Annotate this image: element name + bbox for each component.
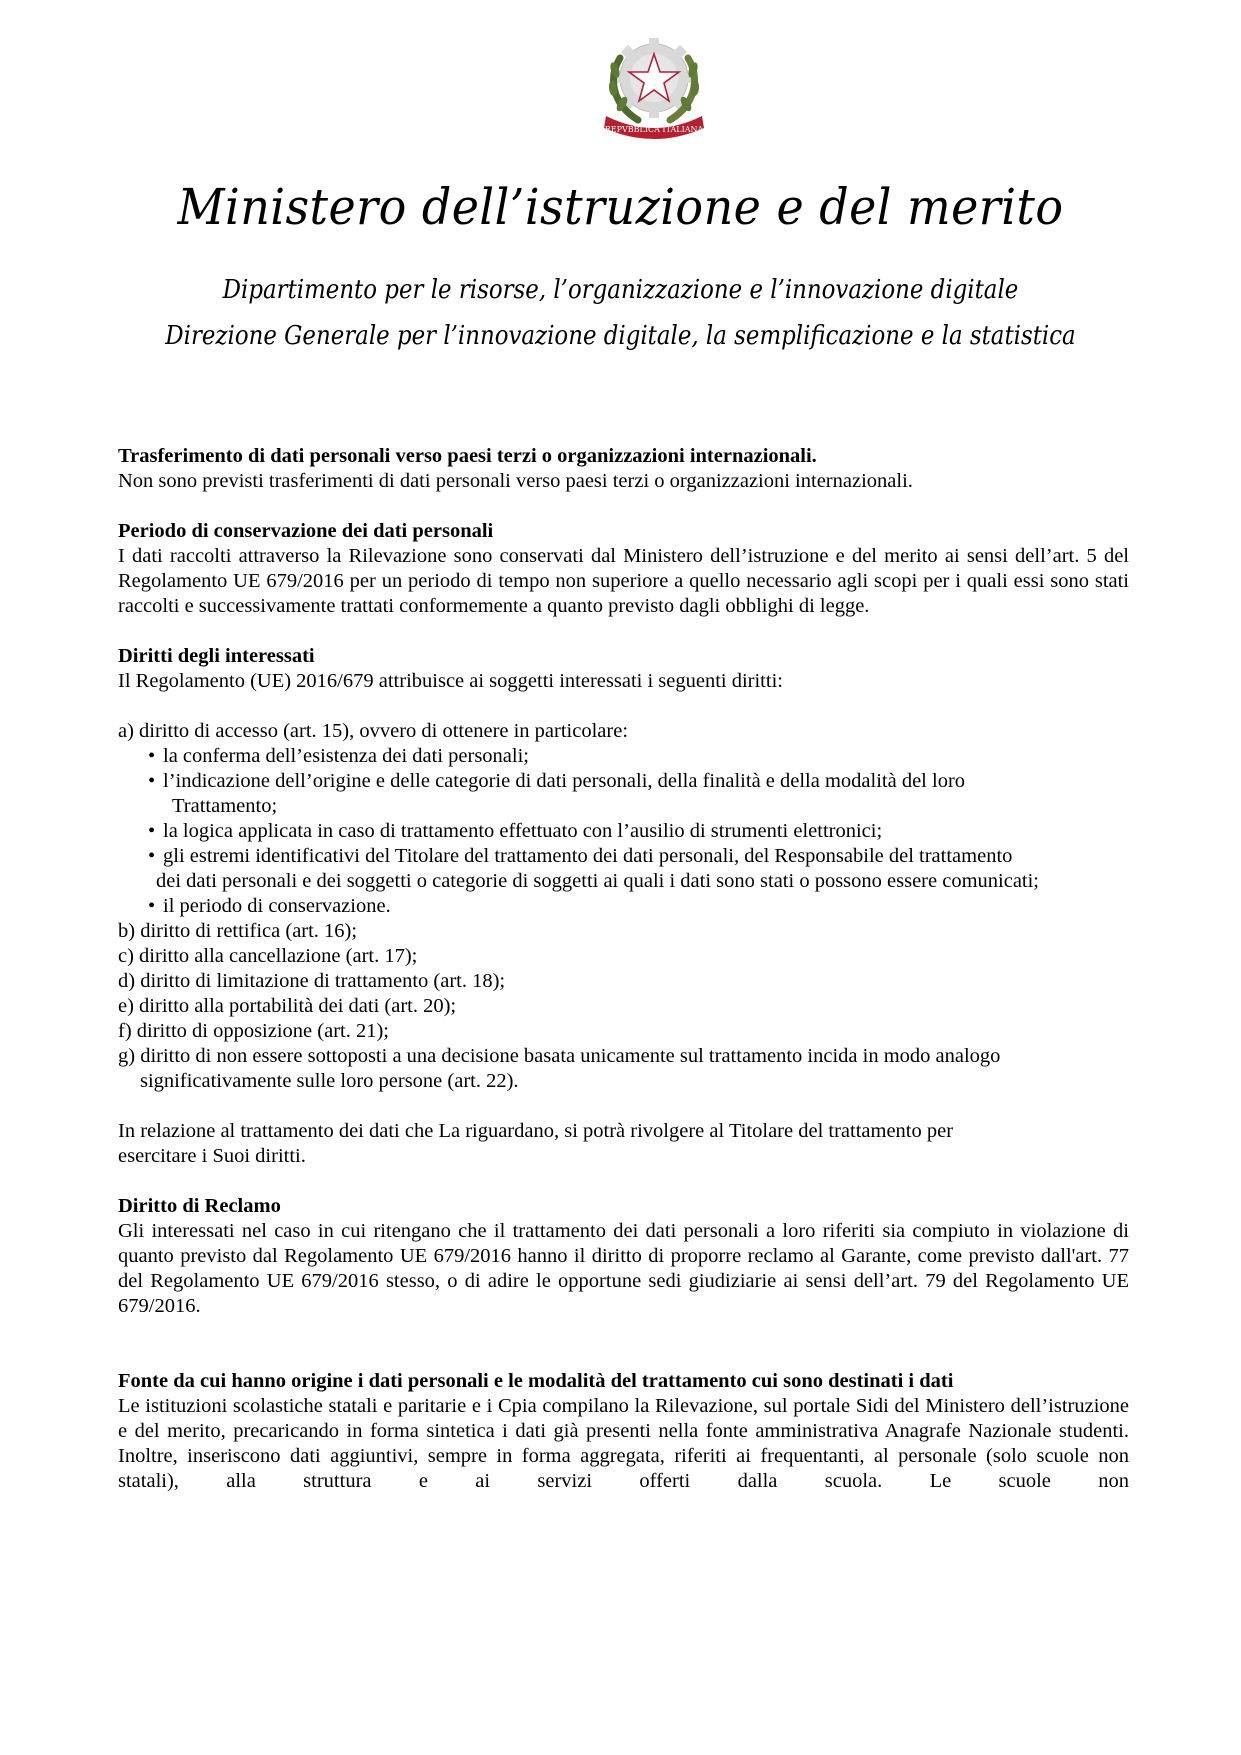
ministry-title: Ministero dell’istruzione e del merito — [177, 178, 1064, 236]
text-line: Gli interessati nel caso in cui ritengano che il trattamento dei dati personali a loro riferiti sia compiuto in — [118, 1220, 1014, 1242]
text-line: Le istituzioni scolastiche statali e paritarie e i Cpia compilano la Rilevazione, sul portale Sidi del Ministero — [118, 1395, 1005, 1417]
bullet-icon: • — [148, 895, 156, 917]
department-name: Dipartimento per le risorse, l’organizzazione e l’innovazione digitale — [222, 275, 1019, 305]
section-text: Non sono previsti trasferimenti di dati personali verso paesi terzi o organizzazioni internazionali. — [118, 470, 913, 492]
section-heading: Periodo di conservazione dei dati personali — [118, 520, 494, 542]
rights-closing — [118, 1119, 1129, 1169]
section-source — [118, 1369, 1129, 1494]
text-line: esercitare i Suoi diritti. — [118, 1145, 306, 1167]
text-line: dell’istruzione e del merito, precaricando in forma sintetica i dati già presenti nella fonte amministrativa — [118, 1395, 1130, 1442]
section-heading: Trasferimento di dati personali verso paesi terzi o organizzazioni internazionali. — [118, 445, 817, 467]
bullet-item-continuation: Trattamento; — [172, 795, 278, 817]
section-complaint — [118, 1194, 1129, 1319]
text-line: In relazione al trattamento dei dati che La riguardano, si potrà rivolgere al Titolare del trattamento per — [118, 1120, 954, 1142]
text-line: I dati raccolti attraverso la Rilevazione sono conservati dal Ministero dell’istruzione e del merito ai sensi — [118, 545, 1008, 567]
right-item-c: c) diritto alla cancellazione (art. 17); — [118, 945, 418, 967]
right-item-e: e) diritto alla portabilità dei dati (art. 20); — [118, 995, 457, 1017]
section-text — [118, 1219, 1129, 1319]
bullet-item: • il periodo di conservazione. — [148, 895, 391, 917]
bullet-item: • la conferma dell’esistenza dei dati personali; — [148, 745, 529, 767]
document-body — [118, 444, 1129, 1494]
right-item-b: b) diritto di rettifica (art. 16); — [118, 920, 358, 942]
bullet-icon: • — [148, 845, 156, 867]
text-line: dell’art. 79 del Regolamento UE 679/2016. — [118, 1270, 1130, 1317]
section-text — [118, 1394, 1129, 1494]
section-transfer — [118, 444, 1129, 494]
italian-republic-emblem-icon — [598, 28, 710, 140]
right-item-a: a) diritto di accesso (art. 15), ovvero di ottenere in particolare: — [118, 720, 629, 742]
section-text — [118, 544, 1129, 619]
right-item-g-continuation: significativamente sulle loro persone (art. 22). — [140, 1070, 519, 1092]
bullet-icon: • — [148, 770, 156, 792]
emblem-ribbon-text: REPVBBLICA ITALIANA — [604, 125, 704, 134]
right-item-d: d) diritto di limitazione di trattamento (art. 18); — [118, 970, 506, 992]
right-item-f: f) diritto di opposizione (art. 21); — [118, 1020, 389, 1042]
text-line: frequentanti, al personale (solo scuole non statali), alla struttura e ai servizi offerti dalla scuola. Le scuole non — [118, 1445, 1129, 1492]
text-line: violazione di quanto previsto dal Regolamento UE 679/2016 hanno il diritto di proporre reclamo al Garante, — [118, 1220, 1130, 1267]
bullet-item: • la logica applicata in caso di trattamento effettuato con l’ausilio di strumenti elettronici; — [148, 820, 883, 842]
rights-intro: Il Regolamento (UE) 2016/679 attribuisce ai soggetti interessati i seguenti diritti: — [118, 670, 783, 692]
text-line: Anagrafe Nazionale studenti. Inoltre, inseriscono dati aggiuntivi, sempre in forma aggregata, riferiti ai — [118, 1420, 1129, 1467]
section-heading: Diritti degli interessati — [118, 645, 315, 667]
section-retention — [118, 519, 1129, 619]
text-line: come previsto dall'art. 77 del Regolamento UE 679/2016 stesso, o di adire le opportune sedi giudiziarie ai sensi — [118, 1245, 1130, 1292]
section-heading: Fonte da cui hanno origine i dati personali e le modalità del trattamento cui sono destinati i dati — [118, 1370, 954, 1392]
section-rights — [118, 644, 1129, 1169]
right-item-g: g) diritto di non essere sottoposti a una decisione basata unicamente sul trattamento incida in modo analogo — [118, 1045, 1001, 1067]
bullet-icon: • — [148, 820, 156, 842]
bullet-icon: • — [148, 745, 156, 767]
bullet-item: • gli estremi identificativi del Titolare del trattamento dei dati personali, del Responsabile del trattamento — [148, 845, 1013, 867]
bullet-item: • l’indicazione dell’origine e delle categorie di dati personali, della finalità e della modalità del loro — [148, 770, 966, 792]
directorate-name: Direzione Generale per l’innovazione digitale, la semplificazione e la statistica — [165, 321, 1076, 351]
text-line: legge. — [819, 595, 870, 617]
text-line: dell’art. 5 del Regolamento UE 679/2016 per un periodo di tempo non superiore a quello necessario agli scopi — [118, 545, 1129, 592]
section-heading: Diritto di Reclamo — [118, 1195, 281, 1217]
bullet-item-continuation: dei dati personali e dei soggetti o categorie di soggetti ai quali i dati sono stati o possono essere comunicati; — [156, 870, 1040, 892]
text-line: per i quali essi sono stati raccolti e successivamente trattati conformemente a quanto previsto dagli obblighi di — [118, 570, 1129, 617]
